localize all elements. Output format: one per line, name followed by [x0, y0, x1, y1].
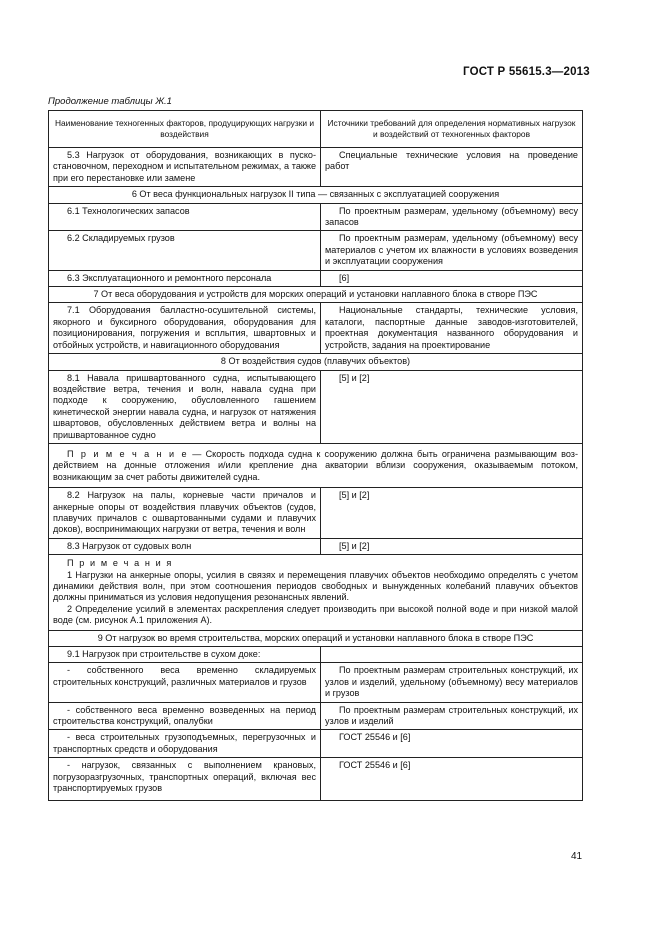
row-9-1d-factor: - нагрузок, связанных с выполнением крановых, погрузоразгрузочных, транспортных операций, включая вес транспортируемых грузов	[49, 758, 321, 801]
section-row	[49, 187, 583, 203]
row-8-1-factor: 8.1 Навала пришвартованного судна, испытывающего воздействие ветра, течения и волн, навала судна при подходе к сооружению, обусловленного гашением кинетической энергии навала судна, и нагрузок от натяжения швартовов, обусловленных действием ветра и волны на пришвартованное судно	[49, 370, 321, 443]
row-8-2-factor: 8.2 Нагрузок на палы, корневые части причалов и анкерные опоры от воздействия плавучих объектов (судов, плавучих причалов с ошвартованными судами и плавучих доков), воспринимающих нагрузки от ветра, течения и волн	[49, 488, 321, 539]
row-9-1a-factor: - собственного веса временно складируемых строительных конструкций, различных материалов и грузов	[49, 663, 321, 702]
table-row	[49, 730, 583, 758]
table-header-row	[49, 111, 583, 148]
table-row	[49, 488, 583, 539]
table-row	[49, 203, 583, 231]
row-6-2-factor: 6.2 Складируемых грузов	[49, 231, 321, 270]
row-7-1-factor: 7.1 Оборудования балластно-осушительной системы, якорного и буксирного оборудования, оборудования для позиционирования, погружения и всплытия, швартовных и отбойных устройств, и навигационного оборудования	[49, 303, 321, 354]
row-8-1-source: [5] и [2]	[321, 370, 583, 443]
page-number: 41	[571, 851, 583, 862]
table-row	[49, 303, 583, 354]
row-9-1-factor: 9.1 Нагрузок при строительстве в сухом доке:	[49, 647, 321, 663]
header-col-factors: Наименование техногенных факторов, продуцирующих нагрузки и воздействия	[49, 111, 321, 148]
table-row	[49, 663, 583, 702]
section-row	[49, 287, 583, 303]
table-row	[49, 370, 583, 443]
table-row	[49, 148, 583, 187]
note-label: П р и м е ч а н и е	[67, 448, 189, 459]
header-col-sources: Источники требований для определения нормативных нагрузок и воздействий от техногенных факторов	[321, 111, 583, 148]
row-8-2-source: [5] и [2]	[321, 488, 583, 539]
row-9-1b-source: По проектным размерам строительных конструкций, их узлов и изделий	[321, 702, 583, 730]
note-text: — Скорость подхода судна к сооружению должна быть ограничена размывающим воздействием на донные отложения и/или крепление дна акватории вблизи сооружения, оказываемым потоком, возникающим за счет работы движителей судна.	[53, 448, 578, 482]
table-row	[49, 270, 583, 286]
note-item-2: 2 Определение усилий в элементах раскрепления следует производить при высокой полной воде и при низкой малой воде (см. рисунок А.1 приложения А).	[53, 603, 578, 626]
row-9-1c-factor: - веса строительных грузоподъемных, перегрузочных и транспортных средств и оборудования	[49, 730, 321, 758]
row-6-1-factor: 6.1 Технологических запасов	[49, 203, 321, 231]
table-row	[49, 538, 583, 554]
row-9-1b-factor: - собственного веса временно возведенных на период строительства конструкций, опалубки	[49, 702, 321, 730]
document-code: ГОСТ Р 55615.3—2013	[463, 66, 590, 78]
row-9-1a-source: По проектным размерам строительных конструкций, их узлов и изделий, удельному (объемному) весу материалов и грузов	[321, 663, 583, 702]
table-row	[49, 231, 583, 270]
row-8-3-source: [5] и [2]	[321, 538, 583, 554]
row-6-2-source: По проектным размерам, удельному (объемному) весу материалов с учетом их влажности в условиях возведения и эксплуатации сооружения	[321, 231, 583, 270]
row-5-3-factor: 5.3 Нагрузок от оборудования, возникающих в пускостановочном, переходном и испытательном режимах, а также при его перестановке или замене	[49, 148, 321, 187]
row-6-3-factor: 6.3 Эксплуатационного и ремонтного персонала	[49, 270, 321, 286]
note-8-1	[49, 443, 583, 487]
row-5-3-source: Специальные технические условия на проведение работ	[321, 148, 583, 187]
section-9-title: 9 От нагрузок во время строительства, морских операций и установки наплавного блока в створе ПЭС	[49, 630, 583, 646]
section-8-title: 8 От воздействия судов (плавучих объектов)	[49, 354, 583, 370]
row-7-1-source: Национальные стандарты, технические условия, каталоги, паспортные данные заводов-изготовителей, проектная документация названного оборудования и устройств, задания на проектирование	[321, 303, 583, 354]
row-9-1d-source: ГОСТ 25546 и [6]	[321, 758, 583, 801]
table-caption: Продолжение таблицы Ж.1	[48, 96, 172, 107]
section-row	[49, 354, 583, 370]
section-6-title: 6 От веса функциональных нагрузок II типа — связанных с эксплуатацией сооружения	[49, 187, 583, 203]
row-9-1c-source: ГОСТ 25546 и [6]	[321, 730, 583, 758]
section-7-title: 7 От веса оборудования и устройств для морских операций и установки наплавного блока в створе ПЭС	[49, 287, 583, 303]
section-row	[49, 630, 583, 646]
factors-table	[48, 110, 583, 801]
notes-label: П р и м е ч а н и я	[67, 558, 173, 569]
row-8-3-factor: 8.3 Нагрузок от судовых волн	[49, 538, 321, 554]
row-9-1-source	[321, 647, 583, 663]
table-row	[49, 758, 583, 801]
table-row	[49, 647, 583, 663]
note-item-1: 1 Нагрузки на анкерные опоры, усилия в связях и перемещения плавучих объектов необходимо определять с учетом динамики действия волн, при этом соотношения периодов свободных и вынужденных колебаний плавучих объектов должны приниматься из условия недопущения резонансных явлений.	[53, 569, 578, 603]
note-row	[49, 555, 583, 630]
row-6-1-source: По проектным размерам, удельному (объемному) весу запасов	[321, 203, 583, 231]
table-row	[49, 702, 583, 730]
row-6-3-source: [6]	[321, 270, 583, 286]
notes-8-3	[49, 555, 583, 630]
note-row	[49, 443, 583, 487]
